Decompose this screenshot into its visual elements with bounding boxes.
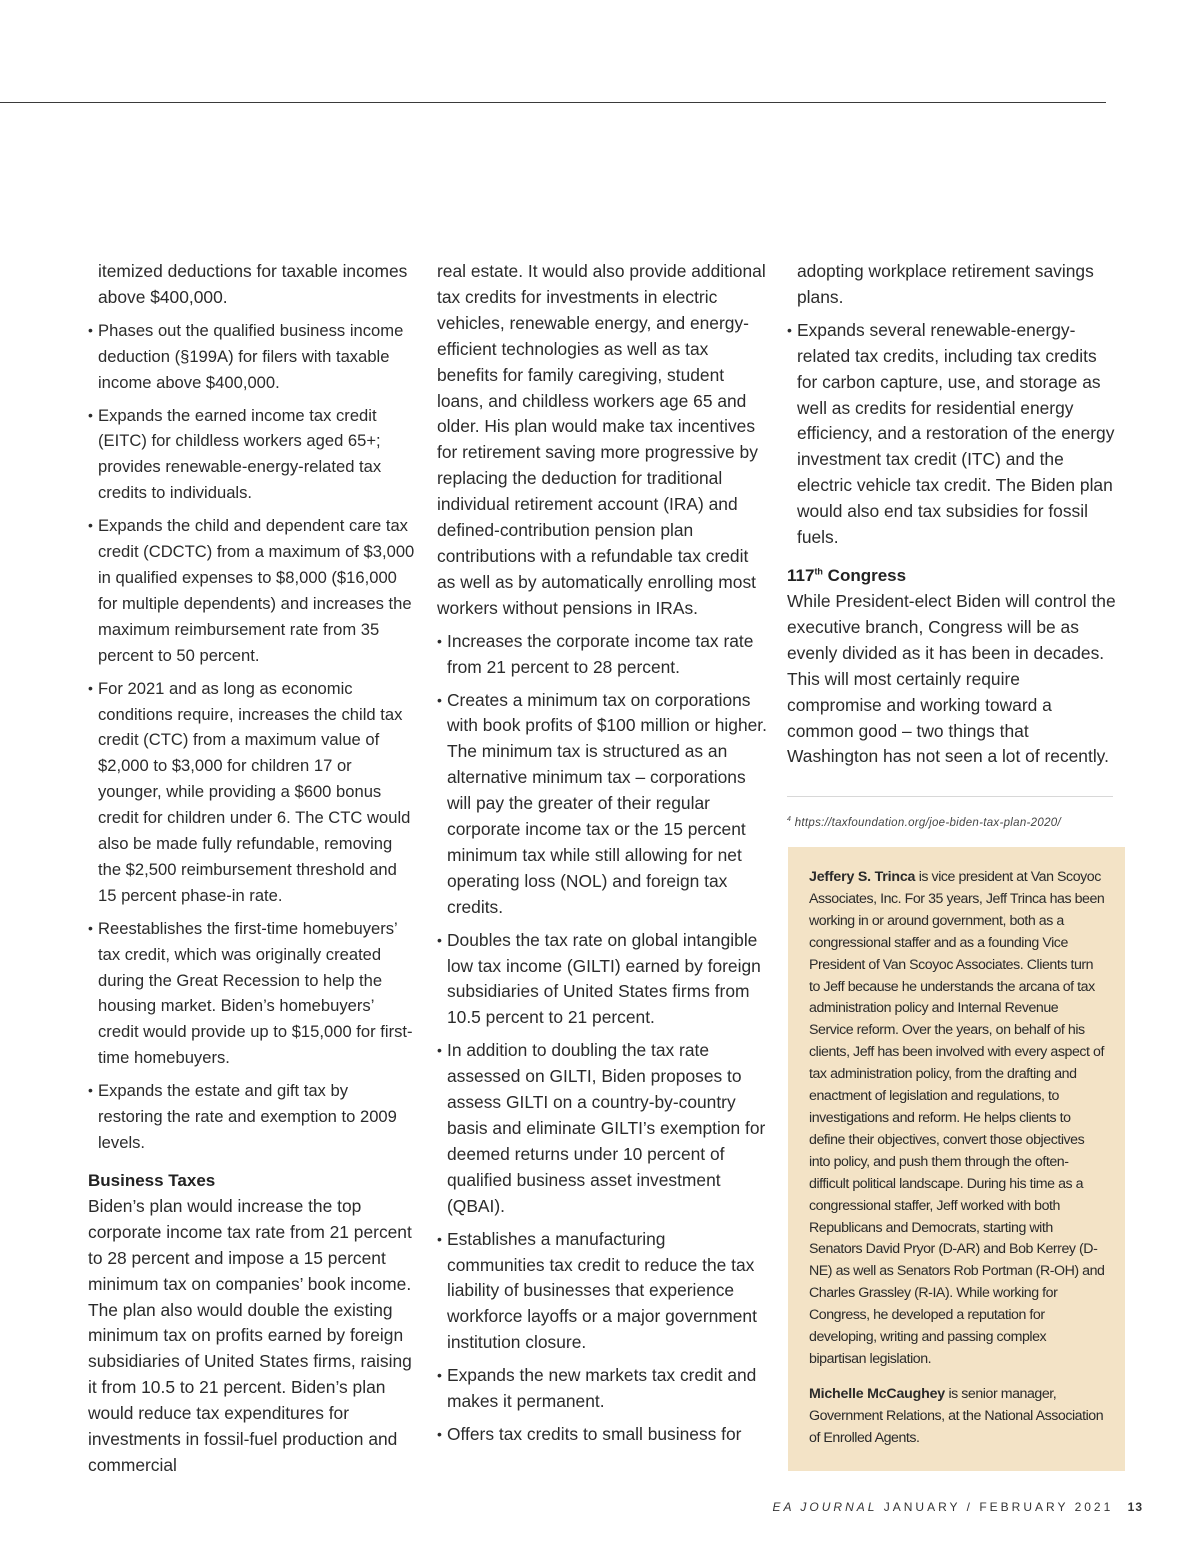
list-item: • Expands the estate and gift tax by restoring the rate and exemption to 2009 levels. (88, 1078, 416, 1156)
author-name: Jeffery S. Trinca (809, 869, 916, 885)
column-1 (88, 259, 416, 1479)
continued-text: itemized deductions for taxable incomes above $400,000. (98, 261, 408, 307)
list-item: • For 2021 and as long as economic conditions require, increases the child tax credit (CTC) from a maximum value of $2,000 to $3,000 for children 17 or younger, while providing a $600 bonus credit for children under 6. The CTC would also be made fully refundable, removing the $2,500 reimbursement threshold and 15 percent phase-in rate. (88, 676, 416, 909)
header-rule (0, 102, 1106, 103)
author-bio-text: is senior manager, Government Relations, at the National Association of Enrolled Agents. (809, 1385, 1104, 1446)
individual-tax-bullet-list (88, 318, 416, 1156)
list-item: • Expands several renewable-energy-related tax credits, including tax credits for carbon capture, use, and storage as well as credits for residential energy efficiency, and a restoration of the energy investment tax credit (ITC) and the electric vehicle tax credit. The Biden plan would also end tax subsidies for fossil fuels. (787, 318, 1117, 551)
list-item: • Offers tax credits to small business for (437, 1422, 767, 1448)
page-footer (773, 1500, 1143, 1514)
list-item: • In addition to doubling the tax rate assessed on GILTI, Biden proposes to assess GILTI on a country-by-country basis and eliminate GILTI’s exemption for deemed returns under 10 percent of qualified business asset investment (QBAI). (437, 1038, 767, 1219)
footnote-divider (787, 796, 1113, 797)
congress-heading (787, 563, 1117, 589)
list-item: • Expands the earned income tax credit (EITC) for childless workers aged 65+; provides renewable-energy-related tax credits to individuals. (88, 403, 416, 507)
body-paragraph: real estate. It would also provide additional tax credits for investments in electric vehicles, renewable energy, and energy-efficient technologies as well as tax benefits for family caregiving, student loans, and childless workers age 65 and older. His plan would make tax incentives for retirement saving more progressive by replacing the deduction for traditional individual retirement account (IRA) and defined-contribution pension plan contributions with a refundable tax credit as well as by automatically enrolling most workers without pensions in IRAs. (437, 261, 766, 618)
author-name: Michelle McCaughey (809, 1385, 945, 1402)
list-item: • Creates a minimum tax on corporations with book profits of $100 million or higher. The minimum tax is structured as an alternative minimum tax – corporations will pay the greater of their regular corporate income tax or the 15 percent minimum tax while still allowing for net operating loss (NOL) and foreign tax credits. (437, 688, 767, 921)
column-3 (787, 259, 1117, 832)
list-item: • Doubles the tax rate on global intangible low tax income (GILTI) earned by foreign subsidiaries of United States firms from 10.5 percent to 21 percent. (437, 928, 767, 1032)
congress-heading-number: 117 (787, 565, 815, 585)
business-tax-bullet-list (437, 629, 767, 1448)
list-item: • Expands the new markets tax credit and makes it permanent. (437, 1363, 767, 1415)
congress-paragraph: While President-elect Biden will control the executive branch, Congress will be as evenly divided as it has been in decades. This will most certainly require compromise and working toward a common good – two things that Washington has not seen a lot of recently. (787, 590, 1116, 767)
continued-text: adopting workplace retirement savings plans. (797, 261, 1094, 307)
author-bio (809, 867, 1105, 1371)
business-taxes-heading: Business Taxes (88, 1170, 216, 1190)
footnote-link[interactable]: https://taxfoundation.org/joe-biden-tax-plan-2020/ (794, 817, 1061, 830)
list-item: • Phases out the qualified business income deduction (§199A) for filers with taxable income above $400,000. (88, 318, 416, 396)
column-2 (437, 259, 767, 1455)
energy-bullet-list (787, 318, 1117, 551)
footnote-marker: 4 (787, 816, 792, 824)
author-bio-text: is vice president at Van Scoyoc Associates, Inc. For 35 years, Jeff Trinca has been working in or around government, both as a congressional staffer and as a founding Vice President of Van Scoyoc Associates. Clients turn to Jeff because he understands the arcana of tax administration policy and Internal Revenue Service reform. Over the years, on behalf of his clients, Jeff has been involved with every aspect of tax administration policy, from the drafting and enactment of legislation and regulations, to investigations and reform. He helps clients to define their objectives, convert those objectives into policy, and push them through the often-difficult political landscape. During his time as a congressional staffer, Jeff worked with both Republicans and Democrats, starting with Senators David Pryor (D-AR) and Bob Kerrey (D-NE) as well as Senators Rob Portman (R-OH) and Charles Grassley (R-IA). While working for Congress, he developed a reputation for developing, writing and passing complex bipartisan legislation. (809, 869, 1105, 1367)
footnote (787, 811, 1117, 832)
publication-name: EA JOURNAL (772, 1500, 878, 1514)
business-taxes-paragraph: Biden’s plan would increase the top corporate income tax rate from 21 percent to 28 percent and impose a 15 percent minimum tax on companies’ book income. The plan also would double the existing minimum tax on profits earned by foreign subsidiaries of United States firms, raising it from 10.5 to 21 percent. Biden’s plan would reduce tax expenditures for investments in fossil-fuel production and commercial (88, 1195, 412, 1475)
author-bio (809, 1384, 1105, 1450)
page-number: 13 (1127, 1500, 1143, 1514)
congress-heading-text: Congress (822, 565, 907, 585)
list-item: • Increases the corporate income tax rate from 21 percent to 28 percent. (437, 629, 767, 681)
issue-date: JANUARY / FEBRUARY 2021 (883, 1500, 1114, 1514)
list-item: • Reestablishes the first-time homebuyers’ tax credit, which was originally created during the Great Recession to help the housing market. Biden’s homebuyers’ credit would provide up to $15,000 for first-time homebuyers. (88, 916, 416, 1071)
congress-heading-ordinal: th (814, 566, 823, 577)
list-item: • Establishes a manufacturing communities tax credit to reduce the tax liability of businesses that experience workforce layoffs or a major government institution closure. (437, 1227, 767, 1357)
list-item: • Expands the child and dependent care tax credit (CDCTC) from a maximum of $3,000 in qualified expenses to $8,000 ($16,000 for multiple dependents) and increases the maximum reimbursement rate from 35 percent to 50 percent. (88, 513, 416, 668)
author-bio-box (788, 847, 1125, 1471)
